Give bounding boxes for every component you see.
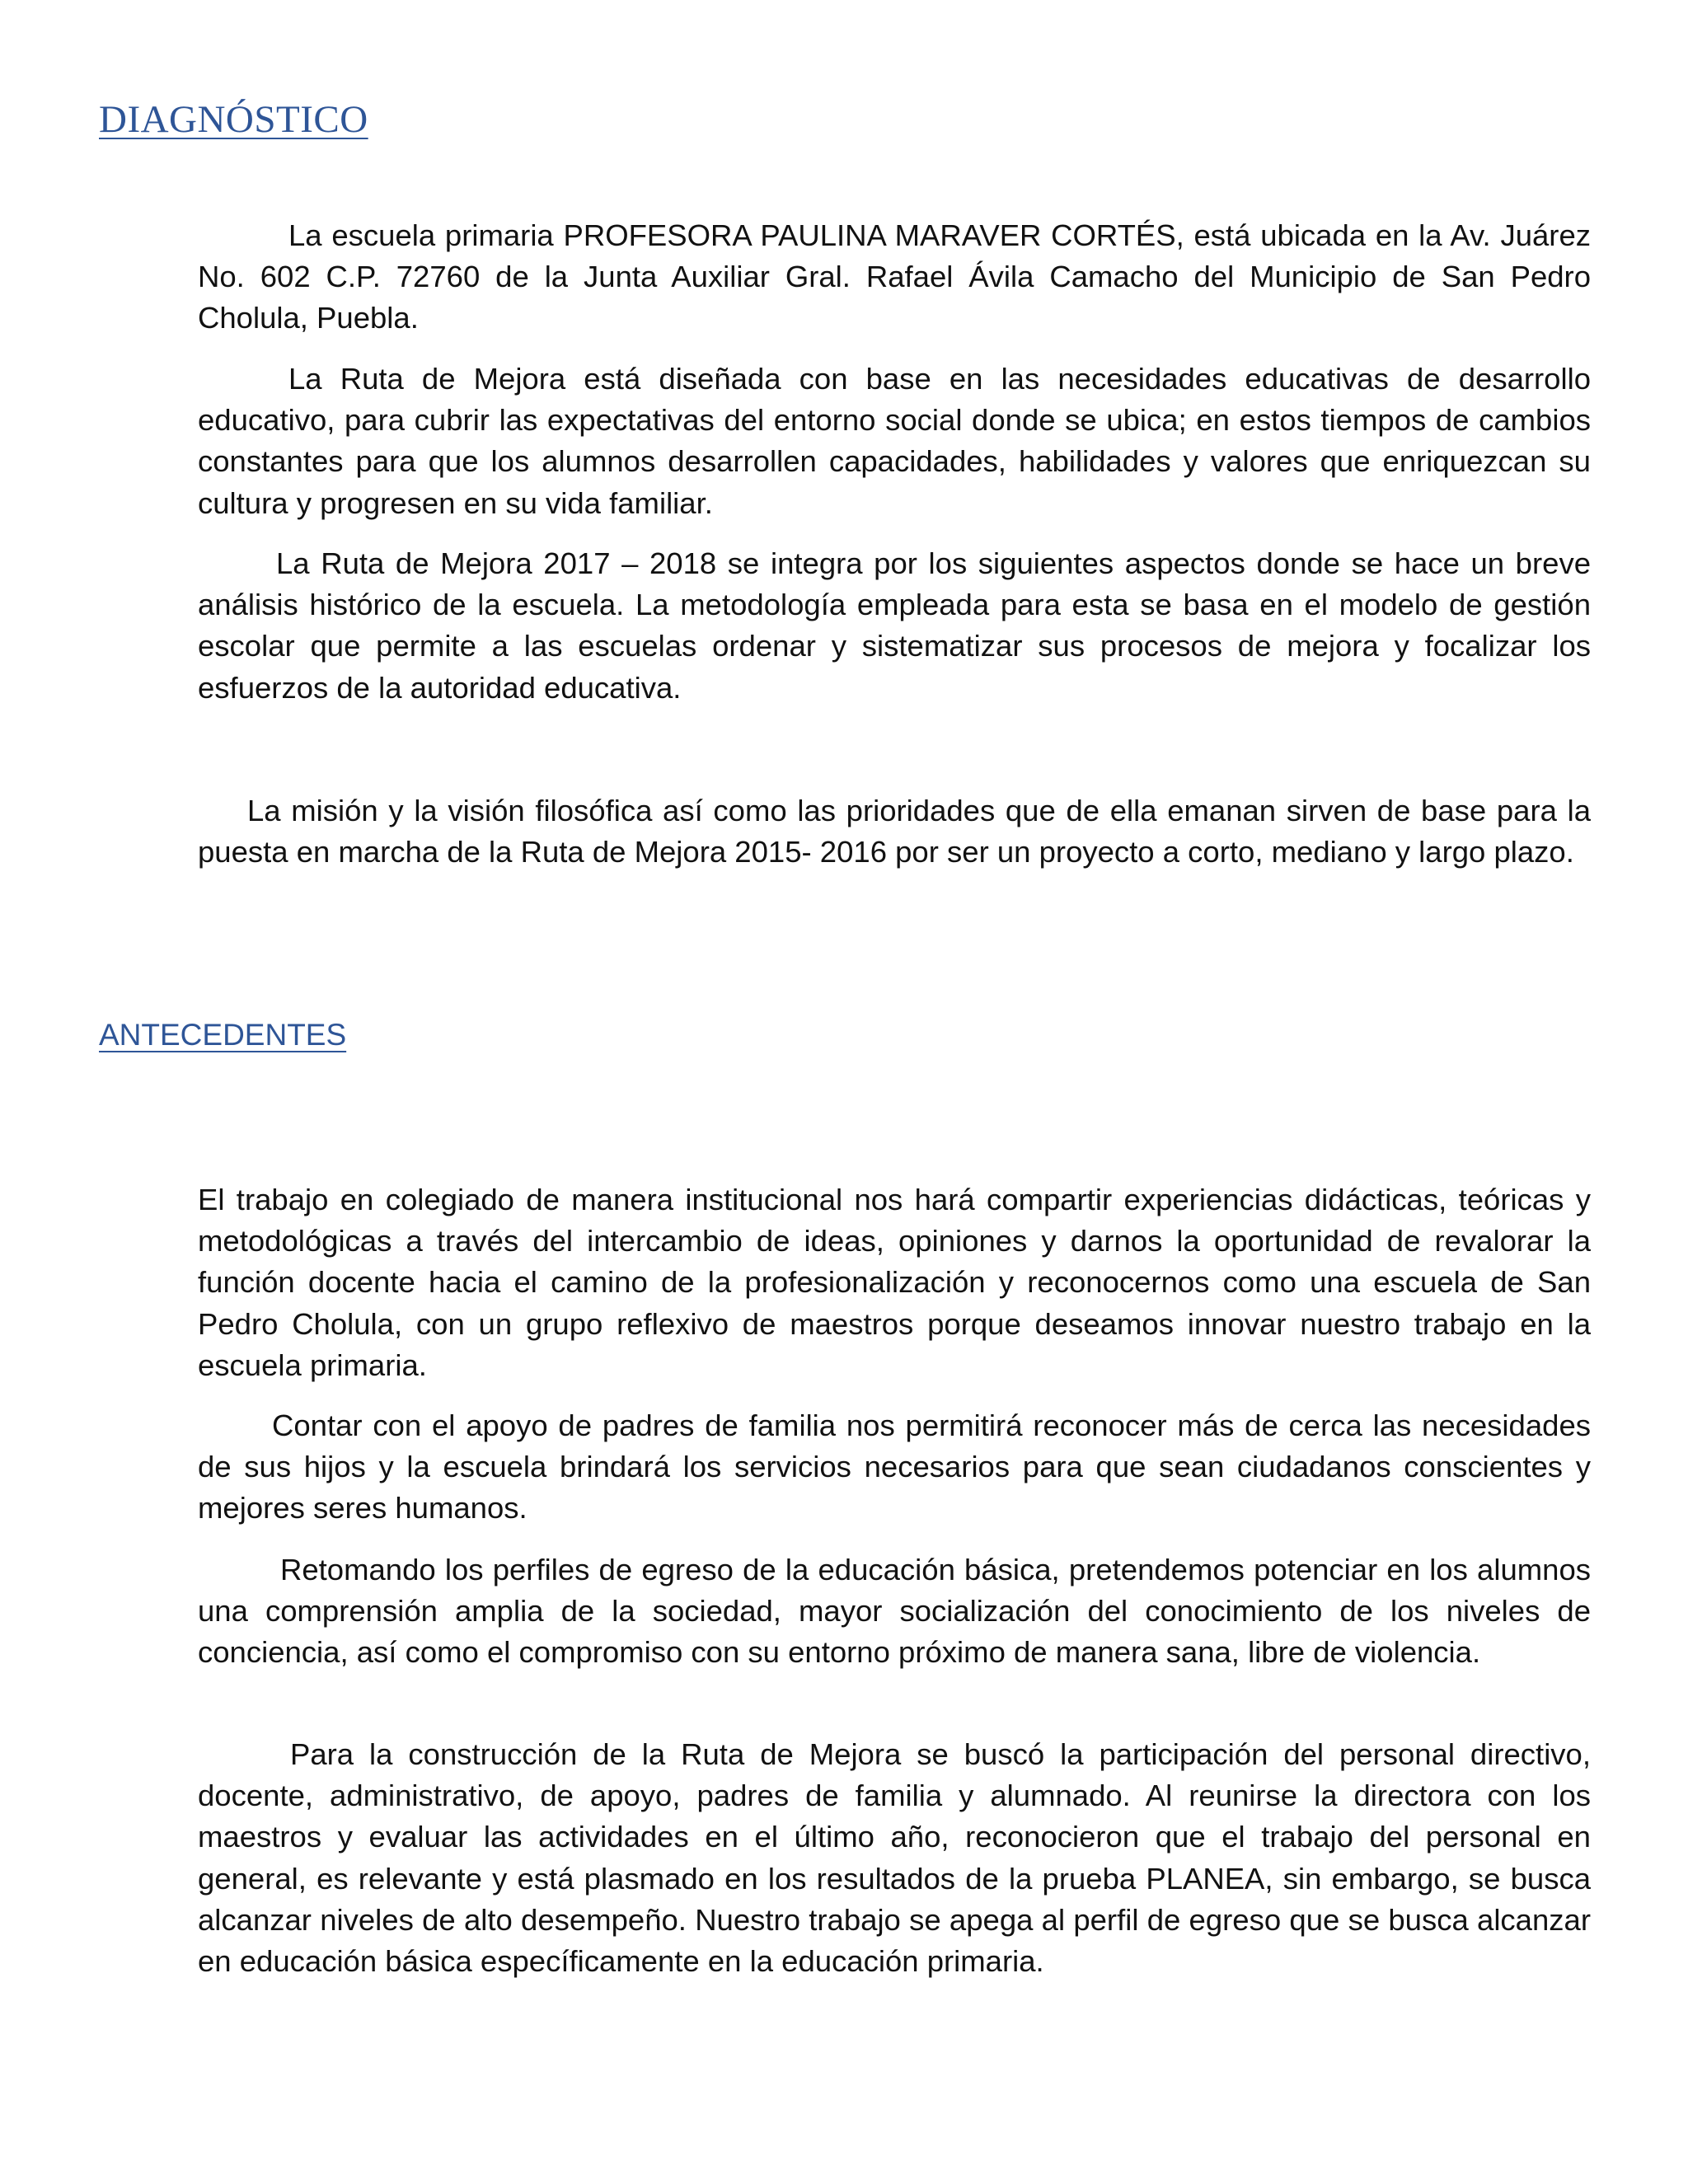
diagnostico-paragraph-1: La escuela primaria PROFESORA PAULINA MARAVER CORTÉS, está ubicada en la Av. Juárez No. 602 C.P. 72760 de la Junta Auxiliar Gral. Rafael Ávila Camacho del Municipio de San Pedro Cholula, Puebla. <box>198 218 1591 335</box>
antecedentes-paragraph-2: Contar con el apoyo de padres de familia nos permitirá reconocer más de cerca las necesidades de sus hijos y la escuela brindará los servicios necesarios para que sean ciudadanos conscientes y mejores seres humanos. <box>198 1408 1591 1526</box>
section-heading-diagnostico: DIAGNÓSTICO <box>99 98 368 141</box>
antecedentes-paragraph-1: El trabajo en colegiado de manera institucional nos hará compartir experiencias didácticas, teóricas y metodológicas a través del intercambio de ideas, opiniones y darnos la oportunidad de revalorar la función docente hacia el camino de la profesionalización y reconocernos como una escuela de San Pedro Cholula, con un grupo reflexivo de maestros porque deseamos innovar nuestro trabajo en la escuela primaria. <box>198 1183 1591 1382</box>
diagnostico-paragraph-4: La misión y la visión filosófica así como las prioridades que de ella emanan sirven de base para la puesta en marcha de la Ruta de Mejora 2015- 2016 por ser un proyecto a corto, mediano y largo plazo. <box>198 794 1591 869</box>
section-heading-antecedentes: ANTECEDENTES <box>99 1018 347 1052</box>
diagnostico-paragraph-3: La Ruta de Mejora 2017 – 2018 se integra por los siguientes aspectos donde se hace un breve análisis histórico de la escuela. La metodología empleada para esta se basa en el modelo de gestión escolar que permite a las escuelas ordenar y sistematizar sus procesos de mejora y focalizar los esfuerzos de la autoridad educativa. <box>198 546 1591 705</box>
diagnostico-paragraph-2: La Ruta de Mejora está diseñada con base en las necesidades educativas de desarrollo educativo, para cubrir las expectativas del entorno social donde se ubica; en estos tiempos de cambios constantes para que los alumnos desarrollen capacidades, habilidades y valores que enriquezcan su cultura y progresen en su vida familiar. <box>198 362 1591 520</box>
antecedentes-paragraph-4: Para la construcción de la Ruta de Mejora se buscó la participación del personal directivo, docente, administrativo, de apoyo, padres de familia y alumnado. Al reunirse la directora con los maestros y evaluar las actividades en el último año, reconocieron que el trabajo del personal en general, es relevante y está plasmado en los resultados de la prueba PLANEA, sin embargo, se busca alcanzar niveles de alto desempeño. Nuestro trabajo se apega al perfil de egreso que se busca alcanzar en educación básica específicamente en la educación primaria. <box>198 1737 1591 1979</box>
antecedentes-paragraph-3: Retomando los perfiles de egreso de la educación básica, pretendemos potenciar en los alumnos una comprensión amplia de la sociedad, mayor socialización del conocimiento de los niveles de conciencia, así como el compromiso con su entorno próximo de manera sana, libre de violencia. <box>198 1553 1591 1670</box>
